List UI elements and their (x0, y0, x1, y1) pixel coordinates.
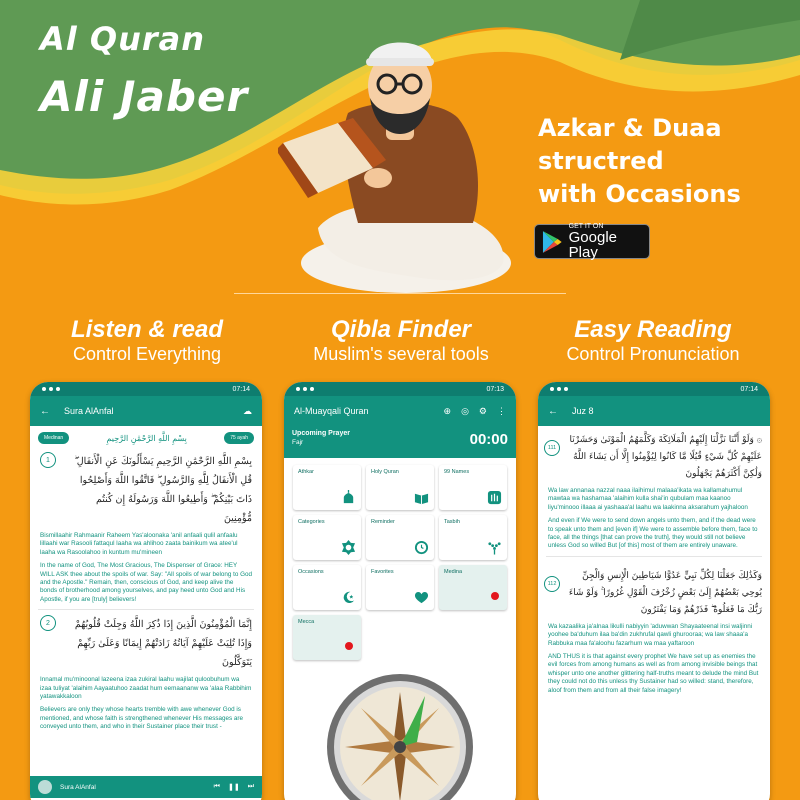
juz-title: Juz 8 (572, 406, 594, 416)
tile-label: 99 Names (444, 469, 470, 475)
back-arrow-icon[interactable]: ← (40, 405, 50, 417)
octagon-star-icon (341, 540, 356, 555)
reciter-avatar (38, 780, 52, 794)
heart-icon (414, 590, 429, 605)
tile-label: Occasions (298, 569, 324, 575)
ayah-transliteration: Wa kazaalika ja'alnaa likulli nabiyyin 'aduwwan Shayaateenal insi waljinni yoohee ba'duhum ilaa ba'din zukhrufal qawli ghurooraa; wa law shaaa'a Rabbuka maa fa'aloohu fazarhum wa maa yaftaroon (548, 622, 753, 647)
tile-label: Medina (444, 569, 463, 575)
tile-tasbih[interactable] (439, 515, 507, 560)
feature-1-heading: Listen & read (70, 316, 224, 343)
status-time: 07:14 (232, 385, 250, 393)
status-time: 07:14 (740, 385, 758, 393)
ayah-number-badge: 111 (544, 440, 560, 456)
qibla-compass[interactable] (325, 672, 475, 800)
tile-mecca[interactable] (293, 615, 361, 660)
allah-name-icon (487, 490, 502, 505)
feature-1 (17, 316, 277, 365)
tile-label: Mecca (298, 619, 315, 625)
tagline-line2: structred (538, 147, 664, 175)
divider (546, 556, 762, 557)
tile-label: Tasbih (444, 519, 460, 525)
google-play-icon (541, 230, 563, 254)
feature-3-sub: Control Pronunciation (566, 344, 740, 364)
crescent-icon (341, 590, 356, 605)
tile-label: Athkar (298, 469, 314, 475)
revelation-chip: Medinan (38, 432, 69, 444)
status-bar (538, 382, 770, 396)
clock-icon (414, 540, 429, 555)
ayah-arabic-text: ۞ وَلَوْ أَنَّنَا نَزَّلْنَا إِلَيْهِمُ الْمَلَائِكَةَ وَكَلَّمَهُمُ الْمَوْتَىٰ وَحَشَرْنَا عَلَيْهِمْ كُلَّ شَيْءٍ قُبُلًا مَّا كَانُوا لِيُؤْمِنُوا إِلَّا أَن يَشَاءَ اللَّهُ وَلَٰكِنَّ أَكْثَرَهُمْ يَجْهَلُونَ (569, 435, 762, 479)
ayah-transliteration: Bismillaahir Rahmaanir Raheem Yas'aloonaka 'anil anfaali qulil anfaalu lillaahi war Rasooli fattaqul laaha wa ahlihoo zaata bainikum wa atee'ul laaha wa Rasoolahoo in kuntum mu'mineen (40, 532, 238, 556)
upcoming-prayer-card[interactable] (284, 426, 516, 458)
feature-3 (523, 316, 783, 365)
feature-2-sub: Muslim's several tools (313, 344, 489, 364)
feature-1-sub: Control Everything (72, 344, 222, 364)
tools-grid (284, 458, 516, 660)
globe-icon[interactable]: ⊕ (443, 405, 452, 416)
ayah-transliteration: Innamal mu'minoonal lazeena izaa zukiral laahu wajilat quloobuhum wa izaa tuliyat 'alaihim Aayaatuhoo zaadat hum eemaananw wa 'alaa Rabbihim yatawakkaloon (40, 676, 252, 701)
status-time: 07:13 (486, 385, 504, 393)
tagline (538, 112, 741, 211)
feature-2-heading: Qibla Finder (330, 316, 471, 343)
ayah-number-badge: 2 (40, 615, 56, 631)
badge-big-text: Google Play (568, 229, 618, 261)
app-bar (30, 396, 262, 426)
phone-tools-home (284, 382, 516, 800)
ayah-arabic-text: بِسْمِ اللَّهِ الرَّحْمَٰنِ الرَّحِيمِ يَسْأَلُونَكَ عَنِ الْأَنفَالِ ۖ قُلِ الْأَنفَالُ لِلَّهِ وَالرَّسُولِ ۖ فَاتَّقُوا اللَّهَ وَأَصْلِحُوا ذَاتَ بَيْنِكُمْ ۖ وَأَطِيعُوا اللَّهَ وَرَسُولَهُ إِن كُنتُم مُّؤْمِنِينَ (74, 456, 252, 524)
ayah-arabic-text: وَكَذَٰلِكَ جَعَلْنَا لِكُلِّ نَبِيٍّ عَدُوًّا شَيَاطِينَ الْإِنسِ وَالْجِنِّ يُوحِي بَعْضُهُمْ إِلَىٰ بَعْضٍ زُخْرُفَ الْقَوْلِ غُرُورًا ۚ وَلَوْ شَاءَ رَبُّكَ مَا فَعَلُوهُ ۖ فَذَرْهُمْ وَمَا يَفْتَرُونَ (568, 570, 762, 615)
skip-previous-icon[interactable]: ⏮ (213, 783, 220, 790)
feature-2 (271, 316, 531, 365)
status-bar (284, 382, 516, 396)
tagline-line1: Azkar & Duaa (538, 114, 722, 142)
ayah-arabic-text: إِنَّمَا الْمُؤْمِنُونَ الَّذِينَ إِذَا ذُكِرَ اللَّهُ وَجِلَتْ قُلُوبُهُمْ وَإِذَا تُلِيَتْ عَلَيْهِمْ آيَاتُهُ زَادَتْهُمْ إِيمَانًا وَعَلَىٰ رَبِّهِمْ يَتَوَكَّلُونَ (74, 619, 252, 669)
ayah-count-chip: 75 ayah (224, 432, 254, 444)
sura-info-row (30, 426, 262, 446)
divider (234, 293, 566, 294)
prayer-countdown: 00:00 (469, 431, 508, 448)
tile-label: Categories (298, 519, 325, 525)
tile-label: Reminder (371, 519, 395, 525)
skip-next-icon[interactable]: ⏭ (247, 783, 254, 790)
prayer-label: Upcoming Prayer (292, 430, 350, 437)
tile-label: Holy Quran (371, 469, 399, 475)
ayah-block-111[interactable] (538, 426, 770, 483)
phone-juz-reader (538, 382, 770, 800)
ayah-translation: AND THUS it is that against every prophet We have set up as enemies the evil forces from among humans as well as from among invisible beings that whisper unto one another glittering half-truths meant to delude the mind But they could not do this unless thy Sustainer had so willed: stand, therefore, aloof from them and from all their false imagery! (548, 653, 759, 694)
tile-medina[interactable] (439, 565, 507, 610)
sura-title: Sura AlAnfal (64, 406, 114, 416)
app-bar (284, 396, 516, 426)
phone-sura-reader (30, 382, 262, 800)
tile-categories[interactable] (293, 515, 361, 560)
basmala-header: بِسْمِ اللَّهِ الرَّحْمَٰنِ الرَّحِيمِ (106, 433, 187, 443)
status-bar (30, 382, 262, 396)
player-title: Sura AlAnfal (60, 783, 96, 791)
app-bar (538, 396, 770, 426)
tagline-line3: with Occasions (538, 180, 741, 208)
google-play-badge[interactable] (534, 224, 650, 259)
status-icons (42, 386, 63, 393)
tile-holy-quran[interactable] (366, 465, 434, 510)
tile-reminder[interactable] (366, 515, 434, 560)
app-title-line2: Ali Jaber (40, 72, 249, 121)
badge-small-text: GET IT ON (568, 223, 604, 230)
cloud-download-icon[interactable]: ☁ (243, 405, 252, 416)
prayer-beads-icon (487, 540, 502, 555)
tile-label: Favorites (371, 569, 394, 575)
prayer-name: Fajr (292, 439, 304, 446)
settings-icon[interactable]: ⚙ (478, 405, 487, 416)
audio-player-bar[interactable] (30, 776, 262, 798)
ayah-translation: And even if We were to send down angels unto them, and if the dead were to speak unto them and [even if] We were to assemble before them, face to face, all the things [that can prove the truth], they would still not believe unless God so willed But [of this] most of them are entirely unaware. (548, 517, 758, 550)
ayah-block-2[interactable] (30, 615, 262, 672)
red-dot-icon (345, 642, 353, 650)
pause-icon[interactable]: ❚❚ (227, 784, 240, 791)
tile-occasions[interactable] (293, 565, 361, 610)
feature-3-heading: Easy Reading (574, 316, 732, 343)
ayah-number-badge: 1 (40, 452, 56, 468)
compass-icon[interactable]: ◎ (461, 405, 469, 416)
ayah-transliteration: Wa law annanaa nazzal naaa ilaihimul malaaa'ikata wa kallamahumul mawtaa wa hasharnaa 'alaihim kulla shai'in qubulam maa kaanoo liyu'minooo illaaa ai yashaaa'al laahu wa laakinna aksarahum yajhaloon (548, 487, 748, 511)
ayah-translation: Believers are only they whose hearts tremble with awe whenever God is mentioned, and whose faith is strengthened whenever His messages are conveyed unto them, and who in their Sustainer place their trust - (40, 706, 244, 731)
app-title-line1: Al Quran (40, 20, 206, 58)
tile-99-names[interactable] (439, 465, 507, 510)
back-arrow-icon[interactable]: ← (548, 405, 558, 417)
divider (38, 609, 254, 610)
ayah-block-1[interactable] (30, 452, 262, 528)
tile-favorites[interactable] (366, 565, 434, 610)
man-reading-quran-illustration (278, 28, 528, 298)
tile-athkar[interactable] (293, 465, 361, 510)
ayah-translation: In the name of God, The Most Gracious, The Dispenser of Grace: HEY WILL ASK thee about the spoils of war. Say: "All spoils of war belong to God and the Apostle." Remain, then, conscious of God, and keep alive the bonds of brotherhood among yourselves, and pay heed unto God and His Apostle, if you are [truly] believers! (40, 562, 253, 603)
ayah-block-112[interactable] (538, 562, 770, 619)
red-dot-icon (491, 592, 499, 600)
open-book-icon (414, 490, 429, 505)
ayah-number-badge: 112 (544, 576, 560, 592)
status-icons (296, 386, 317, 393)
mosque-icon (341, 490, 356, 505)
app-name: Al-Muayqali Quran (294, 406, 369, 416)
more-vert-icon[interactable]: ⋮ (497, 405, 506, 416)
status-icons (550, 386, 571, 393)
